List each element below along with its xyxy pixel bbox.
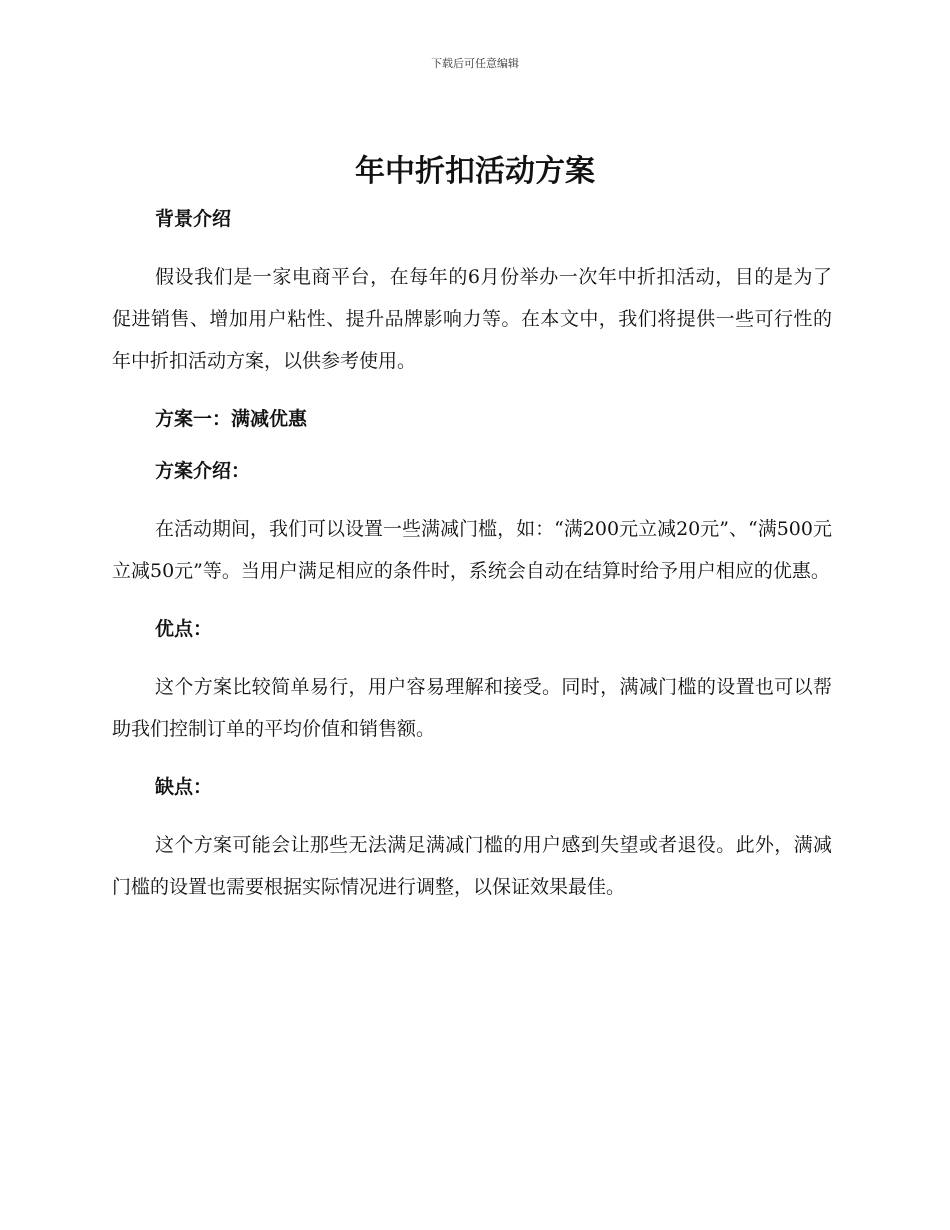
header-note: 下载后可任意编辑 bbox=[431, 57, 519, 70]
section-heading-plan-intro: 方案介绍： bbox=[155, 460, 251, 482]
paragraph-cons: 这个方案可能会让那些无法满足满减门槛的用户感到失望或者退役。此外，满减门槛的设置也需要根据实际情况进行调整，以保证效果最佳。 bbox=[112, 834, 832, 898]
document-body bbox=[112, 204, 832, 908]
document-title: 年中折扣活动方案 bbox=[355, 154, 595, 189]
paragraph-pros: 这个方案比较简单易行，用户容易理解和接受。同时，满减门槛的设置也可以帮助我们控制订单的平均价值和销售额。 bbox=[112, 676, 832, 740]
section-heading-cons: 缺点： bbox=[155, 776, 213, 798]
paragraph-background: 假设我们是一家电商平台，在每年的6月份举办一次年中折扣活动，目的是为了促进销售、增加用户粘性、提升品牌影响力等。在本文中，我们将提供一些可行性的年中折扣活动方案，以供参考使用。 bbox=[112, 266, 832, 372]
section-heading-background: 背景介绍 bbox=[155, 208, 232, 230]
section-heading-plan-one: 方案一：满减优惠 bbox=[155, 408, 308, 430]
section-heading-pros: 优点： bbox=[155, 618, 213, 640]
paragraph-plan-intro: 在活动期间，我们可以设置一些满减门槛，如：“满200元立减20元”、“满500元立减50元”等。当用户满足相应的条件时，系统会自动在结算时给予用户相应的优惠。 bbox=[112, 518, 832, 582]
